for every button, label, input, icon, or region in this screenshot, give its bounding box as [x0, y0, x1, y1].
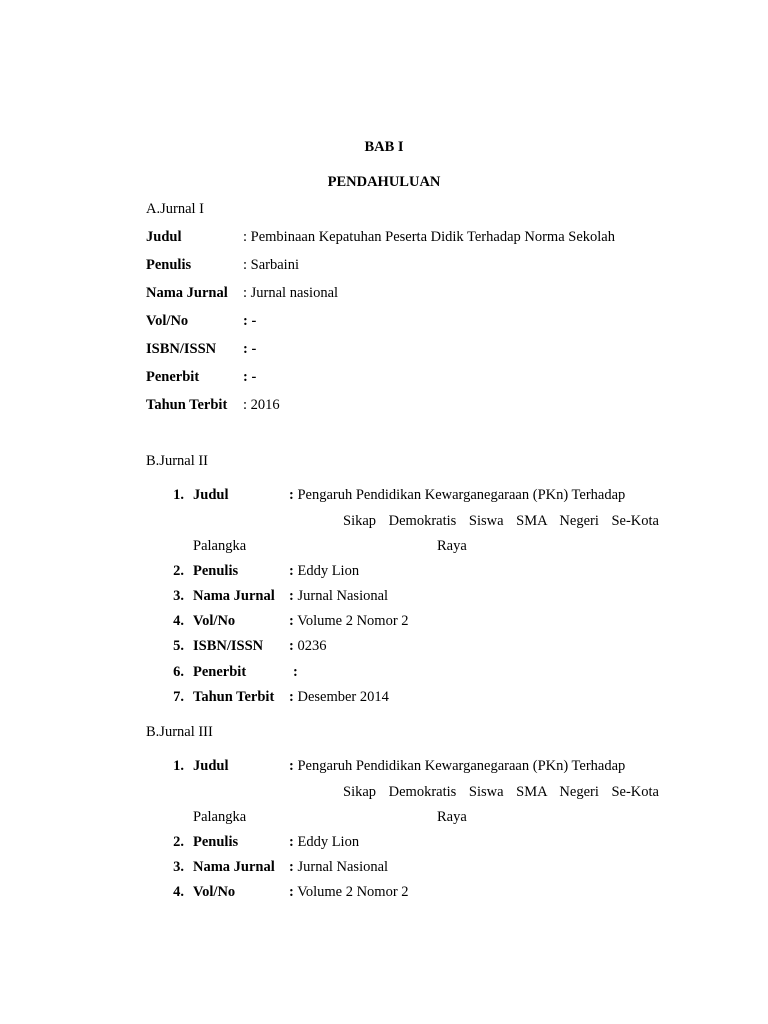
- journal3-label-judul: Judul: [193, 758, 229, 774]
- journal2-heading: B.Jurnal II: [146, 453, 209, 469]
- journal2-label-penerbit: Penerbit: [193, 664, 247, 680]
- journal3-colon-judul: :: [289, 758, 294, 774]
- journal2-colon-isbn: :: [289, 638, 294, 654]
- journal1-value-vol-no: : -: [243, 313, 257, 329]
- journal1-value-tahun: : 2016: [243, 397, 280, 413]
- journal2-value-penerbit: [293, 663, 298, 681]
- journal1-label-judul: Judul: [146, 229, 182, 245]
- journal3-num-4: 4.: [173, 884, 184, 900]
- journal2-label-isbn: ISBN/ISSN: [193, 638, 264, 654]
- journal1-label-penerbit: Penerbit: [146, 369, 200, 385]
- journal3-num-3: 3.: [173, 859, 184, 875]
- journal3-value-vol-no: [289, 883, 409, 901]
- journal2-value-vol-no: [289, 612, 409, 630]
- journal2-judul-palangka: Palangka: [193, 538, 247, 554]
- journal2-colon-vol-no: :: [289, 613, 294, 629]
- journal3-value-judul: [289, 757, 625, 775]
- chapter-title: PENDAHULUAN: [327, 174, 441, 190]
- journal2-num-6: 6.: [173, 664, 184, 680]
- journal3-vol-no-text: Volume 2 Nomor 2: [297, 884, 409, 900]
- journal3-label-penulis: Penulis: [193, 834, 239, 850]
- journal2-num-2: 2.: [173, 563, 184, 579]
- journal1-value-judul: : Pembinaan Kepatuhan Peserta Didik Terhadap Norma Sekolah: [243, 229, 615, 245]
- journal3-heading: B.Jurnal III: [146, 724, 213, 740]
- journal3-colon-penulis: :: [289, 834, 294, 850]
- journal3-label-vol-no: Vol/No: [193, 884, 236, 900]
- journal3-num-1: 1.: [173, 758, 184, 774]
- journal3-penulis-text: Eddy Lion: [297, 834, 360, 850]
- journal3-judul-continuation: Sikap Demokratis Siswa SMA Negeri Se-Kota: [343, 784, 659, 800]
- journal2-isbn-text: 0236: [297, 638, 327, 654]
- journal2-num-4: 4.: [173, 613, 184, 629]
- chapter-heading: BAB I: [364, 139, 404, 155]
- journal2-value-judul: [289, 486, 625, 504]
- journal2-colon-penulis: :: [289, 563, 294, 579]
- journal2-nama-jurnal-text: Jurnal Nasional: [297, 588, 389, 604]
- journal1-label-isbn: ISBN/ISSN: [146, 341, 217, 357]
- journal3-value-penulis: [289, 833, 359, 851]
- journal2-colon-judul: :: [289, 487, 294, 503]
- journal2-label-vol-no: Vol/No: [193, 613, 236, 629]
- journal1-label-tahun: Tahun Terbit: [146, 397, 228, 413]
- journal2-label-penulis: Penulis: [193, 563, 239, 579]
- journal1-label-penulis: Penulis: [146, 257, 192, 273]
- journal2-colon-nama-jurnal: :: [289, 588, 294, 604]
- journal2-value-tahun: [289, 688, 389, 706]
- journal2-vol-no-text: Volume 2 Nomor 2: [297, 613, 409, 629]
- journal2-value-isbn: [289, 637, 326, 655]
- journal2-judul-raya: Raya: [437, 538, 467, 554]
- journal1-value-penerbit: : -: [243, 369, 257, 385]
- journal2-tahun-text: Desember 2014: [297, 689, 389, 705]
- journal3-nama-jurnal-text: Jurnal Nasional: [297, 859, 389, 875]
- journal2-judul-text: Pengaruh Pendidikan Kewarganegaraan (PKn) Terhadap: [297, 487, 626, 503]
- journal3-judul-text: Pengaruh Pendidikan Kewarganegaraan (PKn) Terhadap: [297, 758, 626, 774]
- journal1-value-penulis: : Sarbaini: [243, 257, 299, 273]
- journal2-num-3: 3.: [173, 588, 184, 604]
- journal3-value-nama-jurnal: [289, 858, 388, 876]
- journal1-heading: A.Jurnal I: [146, 201, 204, 217]
- journal1-value-nama-jurnal: : Jurnal nasional: [243, 285, 339, 301]
- journal2-penulis-text: Eddy Lion: [297, 563, 360, 579]
- journal2-colon-penerbit: :: [293, 664, 298, 680]
- journal2-num-5: 5.: [173, 638, 184, 654]
- journal3-colon-nama-jurnal: :: [289, 859, 294, 875]
- journal2-label-judul: Judul: [193, 487, 229, 503]
- journal1-label-nama-jurnal: Nama Jurnal: [146, 285, 228, 301]
- journal3-label-nama-jurnal: Nama Jurnal: [193, 859, 275, 875]
- journal3-judul-raya: Raya: [437, 809, 467, 825]
- journal2-colon-tahun: :: [289, 689, 294, 705]
- journal2-num-7: 7.: [173, 689, 184, 705]
- journal2-label-nama-jurnal: Nama Jurnal: [193, 588, 275, 604]
- journal3-judul-palangka: Palangka: [193, 809, 247, 825]
- journal3-num-2: 2.: [173, 834, 184, 850]
- journal3-colon-vol-no: :: [289, 884, 294, 900]
- journal2-value-penulis: [289, 562, 359, 580]
- journal2-value-nama-jurnal: [289, 587, 388, 605]
- journal1-label-vol-no: Vol/No: [146, 313, 189, 329]
- journal1-value-isbn: : -: [243, 341, 257, 357]
- journal2-num-1: 1.: [173, 487, 184, 503]
- journal2-judul-continuation: Sikap Demokratis Siswa SMA Negeri Se-Kota: [343, 513, 659, 529]
- journal2-label-tahun: Tahun Terbit: [193, 689, 275, 705]
